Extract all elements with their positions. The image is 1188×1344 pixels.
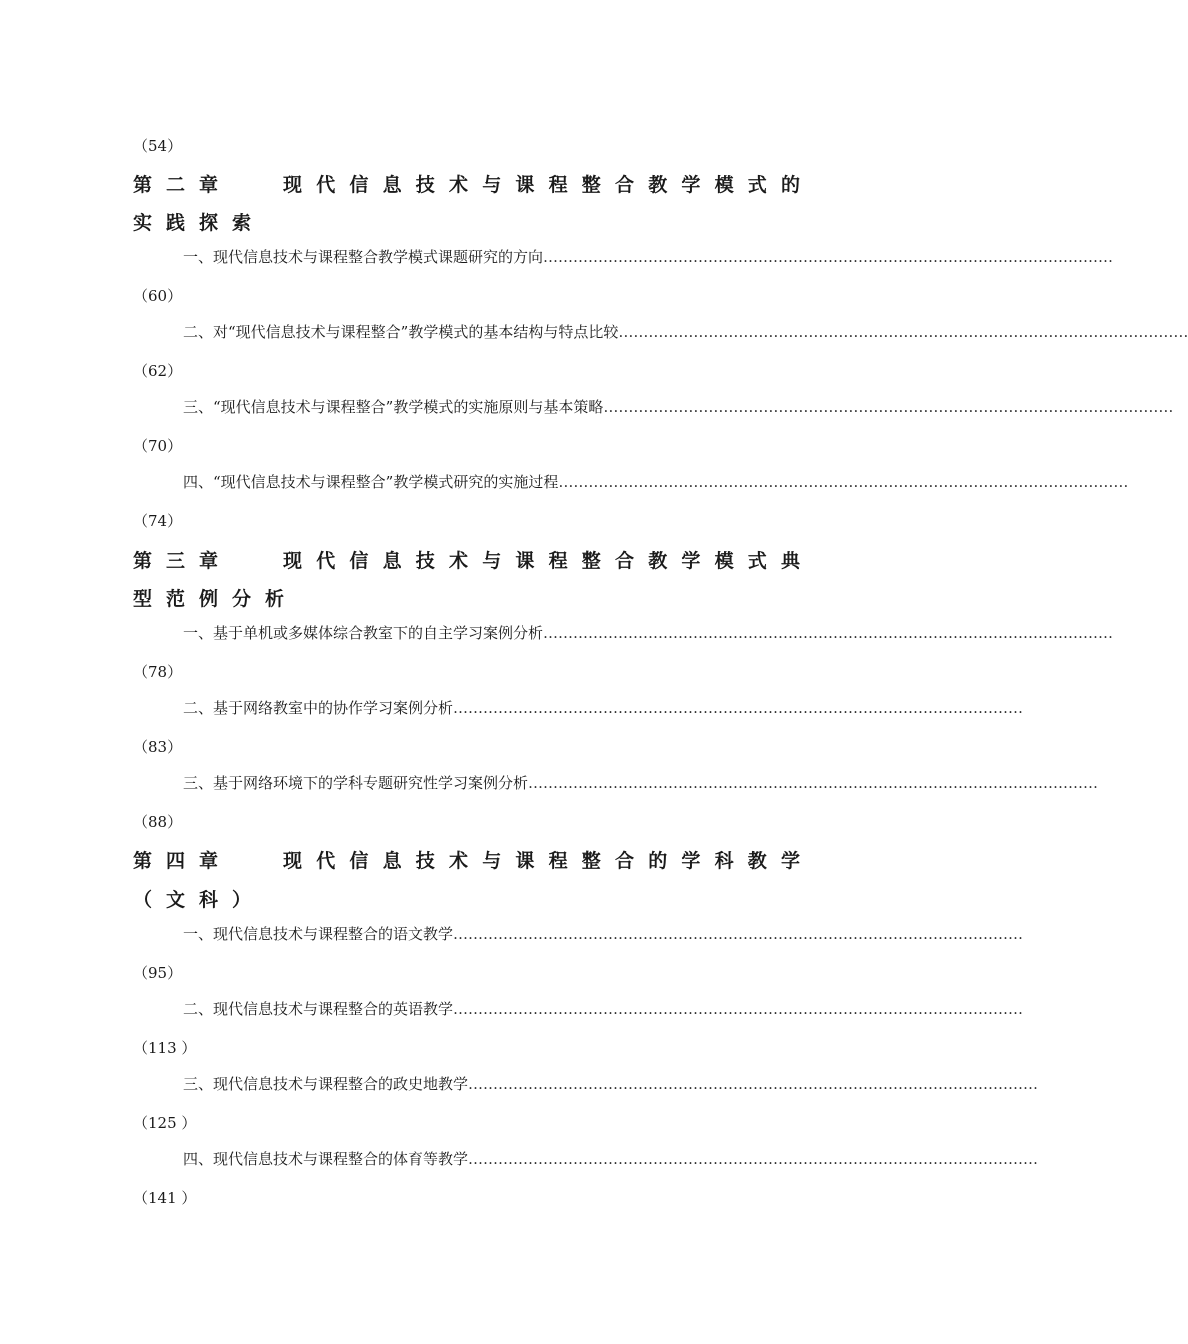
toc-entry <box>183 246 1114 267</box>
entry-title: 四、现代信息技术与课程整合的体育等教学 <box>183 1150 469 1168</box>
page-number: （54） <box>133 137 183 155</box>
chapter-number: 第四章 <box>133 850 233 872</box>
chapter-title: 现代信息技术与课程整合的学科教学 <box>283 850 815 872</box>
toc-entry <box>183 1148 1039 1169</box>
toc-entry <box>183 471 1129 492</box>
entry-title: 一、基于单机或多媒体综合教室下的自主学习案例分析 <box>183 624 544 642</box>
toc-entry <box>183 772 1099 793</box>
toc-entry <box>183 321 1188 342</box>
chapter-number: 第二章 <box>133 174 233 196</box>
chapter-title-cont: （文科） <box>133 889 266 911</box>
chapter-title: 现代信息技术与课程整合教学模式的 <box>283 174 815 196</box>
dot-leader: …………………………………………………………………………………………………… <box>468 1075 1039 1093</box>
page-number: （125 ） <box>133 1114 197 1132</box>
entry-title: 一、现代信息技术与课程整合的语文教学 <box>183 925 454 943</box>
dot-leader: …………………………………………………………………………………………………… <box>543 248 1114 266</box>
page-number: （95） <box>133 964 183 982</box>
entry-title: 二、现代信息技术与课程整合的英语教学 <box>183 1000 454 1018</box>
entry-title: 二、对“现代信息技术与课程整合”教学模式的基本结构与特点比较 <box>183 323 619 341</box>
chapter-heading <box>133 546 823 573</box>
page-number: （74） <box>133 512 183 530</box>
chapter-title: 现代信息技术与课程整合教学模式典 <box>283 550 815 572</box>
dot-leader: …………………………………………………………………………………………………… <box>453 925 1024 943</box>
page-number: （60） <box>133 287 183 305</box>
dot-leader: …………………………………………………………………………………………………… <box>558 473 1129 491</box>
toc-entry <box>183 697 1024 718</box>
toc-entry <box>183 1073 1039 1094</box>
dot-leader: …………………………………………………………………………………………………… <box>528 774 1099 792</box>
toc-entry <box>183 998 1024 1019</box>
page-number: （70） <box>133 437 183 455</box>
page-number: （113 ） <box>133 1039 197 1057</box>
entry-title: 一、现代信息技术与课程整合教学模式课题研究的方向 <box>183 248 544 266</box>
chapter-number: 第三章 <box>133 550 233 572</box>
entry-title: 二、基于网络教室中的协作学习案例分析 <box>183 699 454 717</box>
toc-entry <box>183 923 1024 944</box>
dot-leader: …………………………………………………………………………………………………… <box>618 323 1188 341</box>
toc-entry <box>183 396 1174 417</box>
chapter-title-cont: 型范例分析 <box>133 588 299 610</box>
dot-leader: …………………………………………………………………………………………………… <box>453 1000 1024 1018</box>
chapter-heading <box>133 846 823 873</box>
page-number: （83） <box>133 738 183 756</box>
dot-leader: …………………………………………………………………………………………………… <box>603 398 1174 416</box>
entry-title: 三、现代信息技术与课程整合的政史地教学 <box>183 1075 469 1093</box>
page-number: （141 ） <box>133 1189 197 1207</box>
entry-title: 三、基于网络环境下的学科专题研究性学习案例分析 <box>183 774 529 792</box>
page-number: （62） <box>133 362 183 380</box>
dot-leader: …………………………………………………………………………………………………… <box>543 624 1114 642</box>
entry-title: 三、“现代信息技术与课程整合”教学模式的实施原则与基本策略 <box>183 398 604 416</box>
chapter-heading <box>133 170 823 197</box>
toc-entry <box>183 622 1114 643</box>
dot-leader: …………………………………………………………………………………………………… <box>453 699 1024 717</box>
dot-leader: …………………………………………………………………………………………………… <box>468 1150 1039 1168</box>
page-number: （88） <box>133 813 183 831</box>
entry-title: 四、“现代信息技术与课程整合”教学模式研究的实施过程 <box>183 473 559 491</box>
page-number: （78） <box>133 663 183 681</box>
chapter-title-cont: 实践探索 <box>133 212 266 234</box>
